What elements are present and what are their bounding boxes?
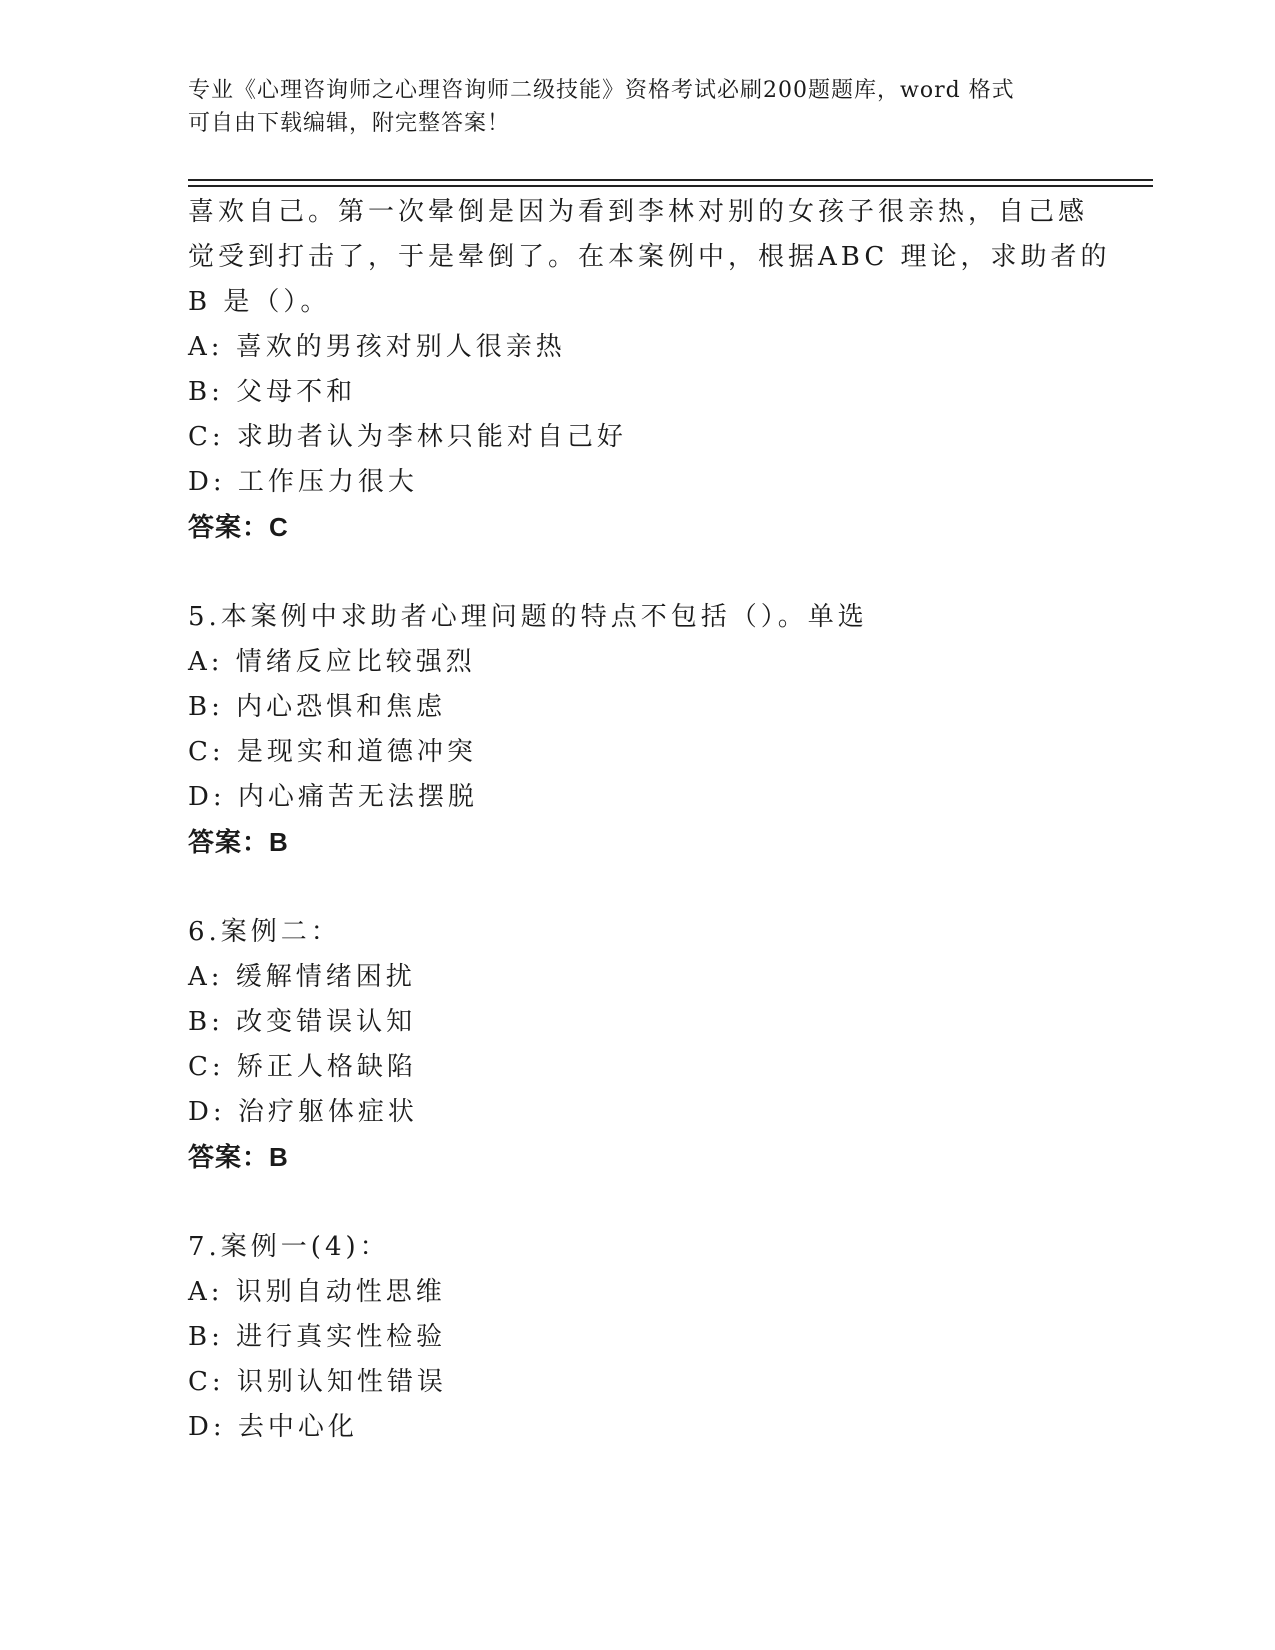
question-text-line: 觉受到打击了，于是晕倒了。在本案例中，根据ABC 理论，求助者的 — [188, 242, 1111, 272]
option-b: B: 内心恐惧和焦虑 — [188, 692, 447, 722]
question-6 — [188, 910, 1088, 1180]
option-d: D: 去中心化 — [188, 1412, 358, 1442]
question-title: 7.案例一(4)： — [188, 1232, 390, 1262]
answer-label: 答案：B — [188, 1142, 289, 1172]
option-b: B: 改变错误认知 — [188, 1007, 417, 1037]
option-d: D: 工作压力很大 — [188, 467, 418, 497]
question-text-line: 喜欢自己。第一次晕倒是因为看到李林对别的女孩子很亲热，自己感 — [188, 197, 1089, 227]
option-b: B: 进行真实性检验 — [188, 1322, 447, 1352]
question-title: 5.本案例中求助者心理问题的特点不包括（）。单选 — [188, 602, 868, 632]
question-5 — [188, 595, 1088, 865]
option-a: A: 喜欢的男孩对别人很亲热 — [188, 332, 566, 362]
option-c: C: 是现实和道德冲突 — [188, 737, 477, 767]
answer-label: 答案：C — [188, 512, 289, 542]
question-content — [188, 190, 1111, 1450]
header-line-1: 专业《心理咨询师之心理咨询师二级技能》资格考试必刷200题题库，word 格式 — [188, 78, 1015, 103]
header-rule-top — [188, 179, 1153, 181]
option-a: A: 识别自动性思维 — [188, 1277, 446, 1307]
header-line-2: 可自由下载编辑，附完整答案！ — [188, 111, 511, 136]
question-7 — [188, 1225, 1088, 1450]
option-d: D: 内心痛苦无法摆脱 — [188, 782, 478, 812]
option-a: A: 情绪反应比较强烈 — [188, 647, 476, 677]
option-c: C: 矫正人格缺陷 — [188, 1052, 417, 1082]
answer-label: 答案：B — [188, 827, 289, 857]
option-c: C: 求助者认为李林只能对自己好 — [188, 422, 627, 452]
option-c: C: 识别认知性错误 — [188, 1367, 447, 1397]
question-text-line: B 是（）。 — [188, 287, 331, 317]
option-d: D: 治疗躯体症状 — [188, 1097, 418, 1127]
question-4 — [188, 190, 1111, 550]
document-header — [188, 74, 1088, 140]
question-title: 6.案例二： — [188, 917, 341, 947]
option-a: A: 缓解情绪困扰 — [188, 962, 416, 992]
header-rule-bottom — [188, 185, 1153, 187]
option-b: B: 父母不和 — [188, 377, 357, 407]
